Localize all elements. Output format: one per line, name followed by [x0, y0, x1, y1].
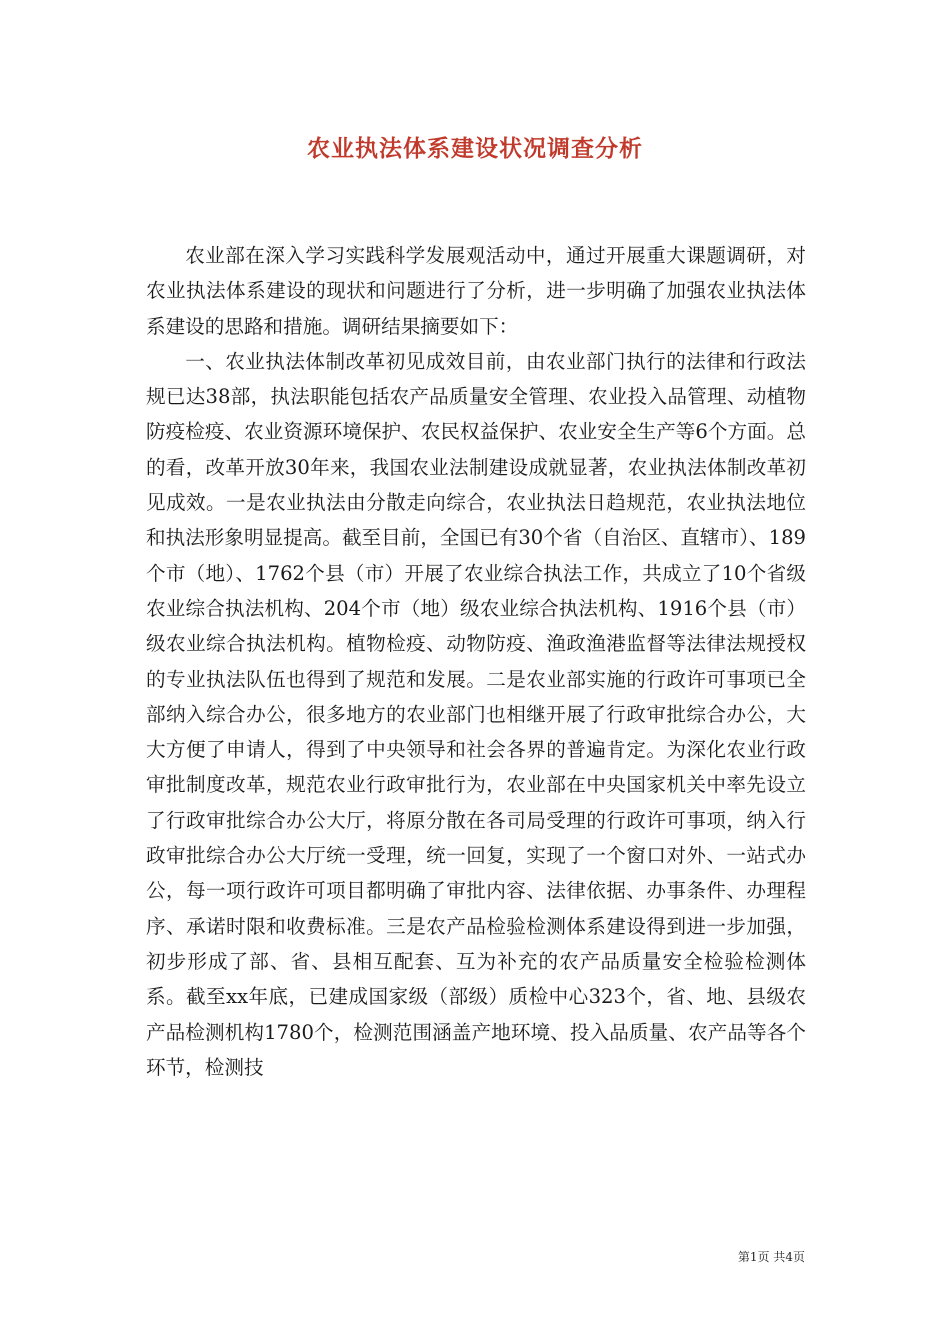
- page-number: 第1页 共4页: [737, 1250, 805, 1264]
- document-body: [146, 238, 806, 1085]
- paragraph-intro: 农业部在深入学习实践科学发展观活动中，通过开展重大课题调研，对农业执法体系建设的现状和问题进行了分析，进一步明确了加强农业执法体系建设的思路和措施。调研结果摘要如下：: [146, 244, 806, 338]
- document-title: 农业执法体系建设状况调查分析: [307, 135, 643, 162]
- paragraph-section-1: 一、农业执法体制改革初见成效目前，由农业部门执行的法律和行政法规已达38部，执法职能包括农产品质量安全管理、农业投入品管理、动植物防疫检疫、农业资源环境保护、农民权益保护、农业安全生产等6个方面。总的看，改革开放30年来，我国农业法制建设成就显著，农业执法体制改革初见成效。一是农业执法由分散走向综合，农业执法日趋规范，农业执法地位和执法形象明显提高。截至目前，全国已有30个省（自治区、直辖市）、189个市（地）、1762个县（市）开展了农业综合执法工作，共成立了10个省级农业综合执法机构、204个市（地）级农业综合执法机构、1916个县（市）级农业综合执法机构。植物检疫、动物防疫、渔政渔港监督等法律法规授权的专业执法队伍也得到了规范和发展。二是农业部实施的行政许可事项已全部纳入综合办公，很多地方的农业部门也相继开展了行政审批综合办公，大大方便了申请人，得到了中央领导和社会各界的普遍肯定。为深化农业行政审批制度改革，规范农业行政审批行为，农业部在中央国家机关中率先设立了行政审批综合办公大厅，将原分散在各司局受理的行政许可事项，纳入行政审批综合办公大厅统一受理，统一回复，实现了一个窗口对外、一站式办公，每一项行政许可项目都明确了审批内容、法律依据、办事条件、办理程序、承诺时限和收费标准。三是农产品检验检测体系建设得到进一步加强，初步形成了部、省、县相互配套、互为补充的农产品质量安全检验检测体系。截至xx年底，已建成国家级（部级）质检中心323个，省、地、县级农产品检测机构1780个，检测范围涵盖产地环境、投入品质量、农产品等各个环节，检测技: [146, 349, 806, 1079]
